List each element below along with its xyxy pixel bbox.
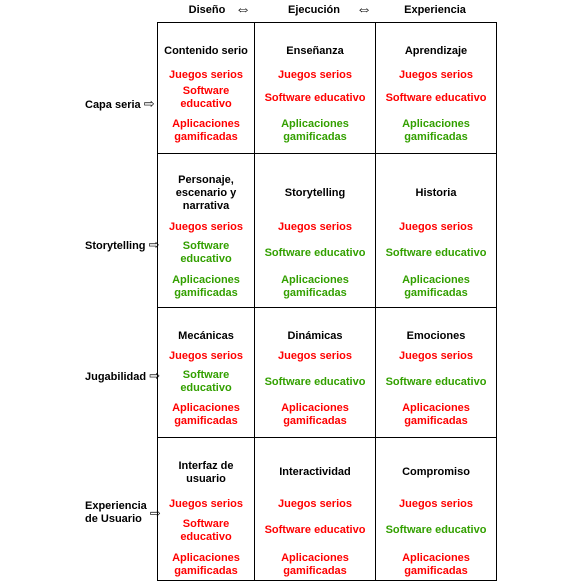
grid-cell — [255, 23, 376, 154]
right-arrow-icon: ⇨ — [143, 96, 155, 111]
grid-cell — [376, 438, 497, 581]
cell-content — [376, 154, 496, 307]
cell-item: Juegos serios — [399, 498, 473, 510]
cell-item: Software educativo — [264, 376, 366, 388]
grid-cell — [158, 23, 255, 154]
cell-item: Aplicaciones gamificadas — [172, 274, 240, 299]
grid-row — [158, 154, 497, 308]
row-label-text: Experiencia de Usuario — [85, 500, 147, 525]
cell-content — [376, 23, 496, 153]
cell-item: Aplicaciones gamificadas — [402, 118, 470, 143]
row-label-text: Storytelling — [85, 240, 146, 252]
cell-item: Aplicaciones gamificadas — [172, 118, 240, 143]
cell-item: Aplicaciones gamificadas — [281, 274, 349, 299]
cell-item: Software educativo — [264, 247, 366, 259]
cell-title: Compromiso — [402, 466, 470, 478]
cell-item: Software educativo — [180, 240, 232, 265]
grid-cell — [158, 438, 255, 581]
cell-content — [255, 308, 375, 437]
cell-content — [158, 438, 254, 580]
cell-item: Aplicaciones gamificadas — [402, 402, 470, 427]
grid-cell — [255, 308, 376, 438]
cell-item: Juegos serios — [169, 221, 243, 233]
row-label-text: Jugabilidad — [85, 371, 147, 383]
cell-item: Aplicaciones gamificadas — [281, 552, 349, 577]
cell-item: Software educativo — [264, 524, 366, 536]
cell-content — [158, 308, 254, 437]
cell-title: Historia — [415, 187, 457, 199]
cell-item: Juegos serios — [169, 498, 243, 510]
cell-title: Storytelling — [284, 187, 346, 199]
cell-content — [376, 438, 496, 580]
row-label-capa-seria — [85, 97, 155, 112]
cell-title: Interactividad — [279, 466, 351, 478]
grid-row — [158, 438, 497, 581]
row-label-jugabilidad — [85, 369, 160, 384]
grid-cell — [255, 438, 376, 581]
grid-row — [158, 308, 497, 438]
cell-item: Software educativo — [385, 92, 487, 104]
cell-item: Juegos serios — [169, 69, 243, 81]
cell-content — [376, 308, 496, 437]
cell-item: Juegos serios — [169, 350, 243, 362]
cell-title: Contenido serio — [164, 45, 248, 57]
grid-cell — [158, 308, 255, 438]
cell-item: Juegos serios — [399, 350, 473, 362]
double-arrow-icon: ⇔ — [356, 1, 372, 18]
double-arrow-icon: ⇔ — [235, 1, 251, 18]
cell-item: Aplicaciones gamificadas — [281, 118, 349, 143]
cell-item: Software educativo — [180, 85, 232, 110]
cell-content — [255, 154, 375, 307]
cell-item: Software educativo — [264, 92, 366, 104]
row-label-text: Capa seria — [85, 99, 141, 111]
cell-item: Software educativo — [180, 369, 232, 394]
cell-title: Personaje, escenario y narrativa — [175, 174, 237, 212]
cell-title: Mecánicas — [178, 330, 234, 342]
cell-item: Juegos serios — [278, 350, 352, 362]
cell-item: Software educativo — [180, 518, 232, 543]
cell-content — [255, 23, 375, 153]
cell-item: Aplicaciones gamificadas — [172, 552, 240, 577]
column-header-experiencia: Experiencia — [404, 4, 466, 16]
grid-cell — [158, 154, 255, 308]
right-arrow-icon: ⇨ — [148, 237, 160, 252]
cell-item: Software educativo — [385, 376, 487, 388]
cell-item: Software educativo — [385, 524, 487, 536]
cell-item: Aplicaciones gamificadas — [402, 552, 470, 577]
cell-item: Juegos serios — [399, 221, 473, 233]
cell-title: Aprendizaje — [404, 45, 468, 57]
right-arrow-icon: ⇨ — [149, 505, 161, 521]
grid-cell — [376, 154, 497, 308]
matrix-grid — [157, 22, 497, 581]
right-arrow-icon: ⇨ — [149, 368, 161, 383]
cell-item: Software educativo — [385, 247, 487, 259]
cell-content — [158, 23, 254, 153]
cell-title: Dinámicas — [287, 330, 343, 342]
row-label-experiencia-usuario — [85, 500, 161, 526]
grid-cell — [376, 23, 497, 154]
cell-item: Juegos serios — [278, 221, 352, 233]
cell-title: Emociones — [406, 330, 466, 342]
column-header-ejecucion: Ejecución — [288, 4, 340, 16]
cell-title: Interfaz de usuario — [178, 460, 234, 485]
cell-content — [255, 438, 375, 580]
column-header-diseno: Diseño — [188, 4, 226, 16]
cell-title: Enseñanza — [286, 45, 344, 57]
cell-item: Aplicaciones gamificadas — [172, 402, 240, 427]
cell-item: Aplicaciones gamificadas — [281, 402, 349, 427]
cell-item: Aplicaciones gamificadas — [402, 274, 470, 299]
cell-item: Juegos serios — [399, 69, 473, 81]
cell-item: Juegos serios — [278, 498, 352, 510]
cell-content — [158, 154, 254, 307]
cell-item: Juegos serios — [278, 69, 352, 81]
row-label-storytelling — [85, 238, 159, 253]
grid-cell — [376, 308, 497, 438]
grid-cell — [255, 154, 376, 308]
grid-row — [158, 23, 497, 154]
